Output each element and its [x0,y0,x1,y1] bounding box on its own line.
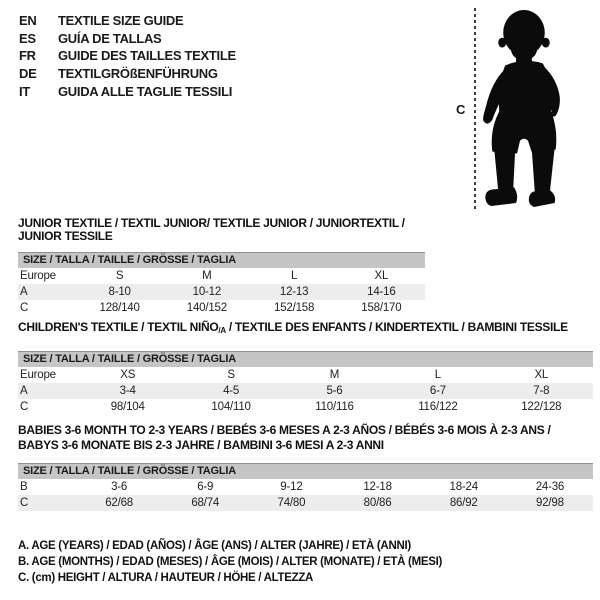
lang-row-fr [19,47,236,65]
title-line-1: BABIES 3-6 MONTH TO 2-3 YEARS / BEBÉS 3-6 MESES A 2-3 AÑOS / BÉBÉS 3-6 MOIS À 2-3 ANS / [18,423,551,437]
table-cell: 5-6 [326,385,343,397]
title-part: / TEXTILE DES ENFANTS / KINDERTEXTIL / BAMBINI TESSILE [225,320,568,334]
table-cell: 74/80 [277,497,306,509]
table-row [18,268,425,284]
baby-silhouette-icon [477,8,569,208]
table-cell: 24-36 [535,481,565,493]
height-measure-label: C [456,102,466,117]
table-cell: 116/122 [418,401,458,413]
table-cell: S [227,369,235,381]
table-cell: XL [374,270,389,282]
table-cell: 110/116 [315,401,354,413]
table-cell: L [291,270,298,282]
junior-textile-table [18,217,425,316]
table-row [18,495,593,511]
table-cell: 140/152 [186,302,227,314]
table-cell: 122/128 [521,401,562,413]
row-label: A [20,286,28,298]
table-cell: 6-9 [197,481,214,493]
table-cell: M [329,369,340,381]
lang-label: GUÍA DE TALLAS [58,30,162,46]
size-header-label: SIZE / TALLA / TAILLE / GRÖSSE / TAGLIA [23,465,237,477]
children-textile-table [18,321,593,415]
footnote-c: C. (cm) HEIGHT / ALTURA / HAUTEUR / HÖHE / ALTEZZA [18,572,314,584]
table-cell: 9-12 [280,481,303,493]
table-cell: 12-13 [279,286,309,298]
table-cell: 8-10 [108,286,131,298]
table-cell: 4-5 [223,385,240,397]
lang-label: TEXTILE SIZE GUIDE [58,13,184,28]
table-row [18,383,593,399]
row-label: A [20,385,28,397]
lang-label: GUIDA ALLE TAGLIE TESSILI [58,83,233,99]
lang-row-it [19,83,236,101]
lang-row-en [19,12,236,30]
babies-table-title [18,423,593,453]
row-label: C [20,401,29,413]
table-cell: 3-4 [119,385,136,397]
lang-code: FR [19,48,36,64]
height-dotted-line [474,8,476,212]
row-label: Europe [20,270,56,282]
lang-code: ES [19,30,36,46]
row-label: Europe [20,369,56,381]
table-cell: 104/110 [211,401,251,413]
table-cell: L [434,369,441,381]
table-cell: M [202,270,212,282]
lang-row-de [19,65,236,83]
table-cell: 62/68 [105,497,133,509]
language-title-list [19,12,236,101]
table-row [18,479,593,495]
size-header-bar [18,351,593,367]
size-header-bar [18,252,425,268]
row-label: C [20,302,29,314]
title-subscript: /A [218,326,226,335]
lang-code: EN [19,13,37,28]
table-cell: 10-12 [192,286,222,298]
table-cell: 7-8 [533,385,550,397]
lang-label: GUIDE DES TAILLES TEXTILE [58,48,236,64]
table-cell: 18-24 [449,481,478,493]
title-part: CHILDREN'S TEXTILE / TEXTIL NIÑO [18,320,219,334]
table-cell: XS [120,369,136,381]
table-row [18,367,593,383]
size-header-bar [18,463,593,479]
table-cell: 86/92 [449,497,478,509]
table-cell: 80/86 [363,497,392,509]
table-cell: XL [534,369,549,381]
footnote-b: B. AGE (MONTHS) / EDAD (MESES) / ÂGE (MOIS) / ALTER (MONATE) / ETÀ (MESI) [18,556,443,568]
table-row [18,300,425,316]
table-cell: 6-7 [429,385,446,397]
lang-code: DE [19,66,37,82]
table-cell: 68/74 [191,497,220,509]
table-cell: 3-6 [111,481,128,493]
title-line-2: BABYS 3-6 MONATE BIS 2-3 JAHRE / BAMBINI 3-6 MESI A 2-3 ANNI [18,438,384,452]
table-row [18,399,593,415]
size-header-label: SIZE / TALLA / TAILLE / GRÖSSE / TAGLIA [23,254,237,266]
junior-table-title: JUNIOR TEXTILE / TEXTIL JUNIOR/ TEXTILE JUNIOR / JUNIORTEXTIL / JUNIOR TESSILE [18,216,405,243]
lang-row-es [19,30,236,48]
table-cell: 128/140 [99,302,140,314]
table-cell: 12-18 [363,481,392,493]
row-label: B [20,481,28,493]
size-header-label: SIZE / TALLA / TAILLE / GRÖSSE / TAGLIA [23,353,237,365]
babies-textile-table [18,423,593,511]
footnotes [18,538,442,586]
children-table-title [18,321,593,337]
table-cell: 158/170 [361,302,402,314]
table-row [18,284,425,300]
table-cell: 14-16 [367,286,396,298]
table-cell: S [115,270,124,282]
table-cell: 92/98 [536,497,564,509]
table-cell: 152/158 [274,302,315,314]
lang-code: IT [19,83,30,99]
row-label: C [20,497,29,509]
lang-label: TEXTILGRÖßENFÜHRUNG [58,66,218,82]
footnote-a: A. AGE (YEARS) / EDAD (AÑOS) / ÂGE (ANS) / ALTER (JAHRE) / ETÀ (ANNI) [18,540,411,552]
table-cell: 98/104 [110,401,145,413]
